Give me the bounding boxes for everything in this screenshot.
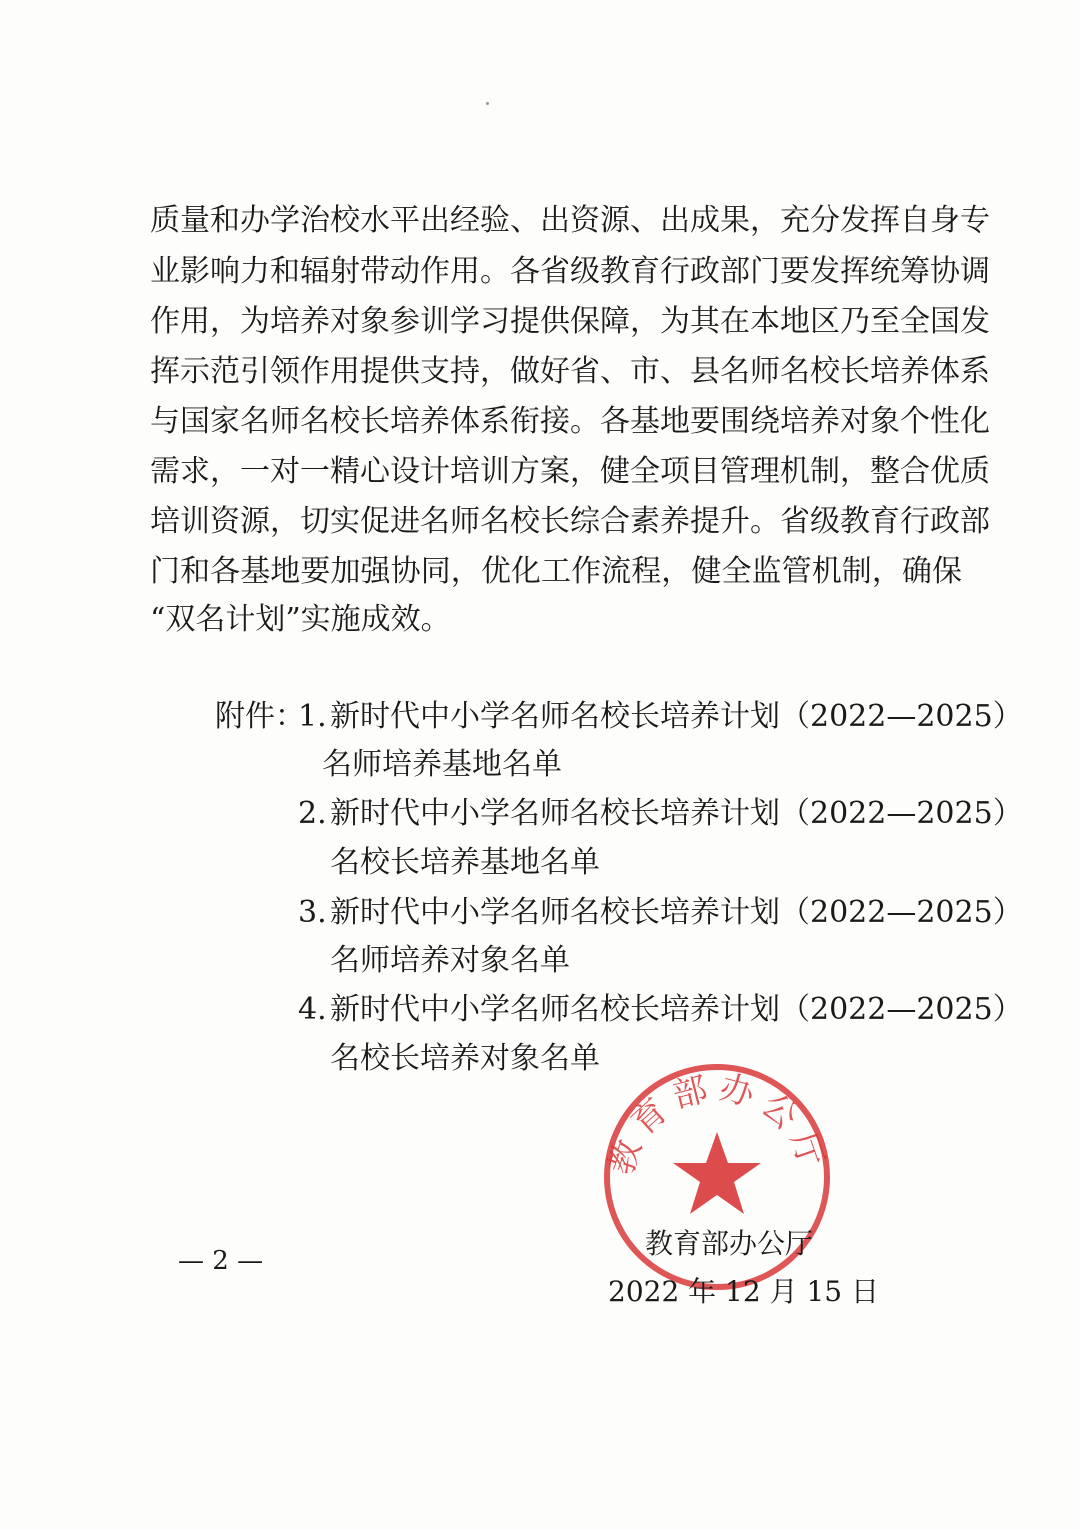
attachment-3-subtitle: 名师培养对象名单	[330, 943, 570, 978]
scan-speck	[486, 102, 489, 105]
attachment-1-number: 1.	[298, 699, 327, 734]
attachment-2-number: 2.	[298, 796, 327, 831]
attachment-3-title: 新时代中小学名师名校长培养计划（2022—2025）	[330, 895, 1023, 930]
attachment-4-title: 新时代中小学名师名校长培养计划（2022—2025）	[330, 992, 1023, 1027]
body-line-9: “双名计划”实施成效。	[150, 602, 451, 637]
attachment-1-subtitle: 名师培养基地名单	[322, 747, 562, 782]
body-line-5: 与国家名师名校长培养体系衔接。各基地要围绕培养对象个性化	[150, 404, 990, 439]
signing-organization: 教育部办公厅	[645, 1227, 814, 1260]
attachment-2-subtitle: 名校长培养基地名单	[330, 845, 600, 880]
svg-text:教育部办公厅: 教育部办公厅	[601, 1067, 834, 1180]
attachment-4-number: 4.	[298, 992, 327, 1027]
attachment-4-subtitle: 名校长培养对象名单	[330, 1041, 600, 1076]
body-line-8: 门和各基地要加强协同，优化工作流程，健全监管机制，确保	[150, 554, 962, 589]
body-line-6: 需求，一对一精心设计培训方案，健全项目管理机制，整合优质	[150, 454, 990, 489]
body-line-7: 培训资源，切实促进名师名校长综合素养提升。省级教育行政部	[150, 504, 990, 539]
body-line-1: 质量和办学治校水平出经验、出资源、出成果，充分发挥自身专	[150, 203, 990, 238]
signing-date: 2022 年 12 月 15 日	[608, 1275, 880, 1308]
attachment-2-title: 新时代中小学名师名校长培养计划（2022—2025）	[330, 796, 1023, 831]
attachments-label: 附件：	[215, 699, 305, 734]
body-line-3: 作用，为培养对象参训学习提供保障，为其在本地区乃至全国发	[150, 304, 990, 339]
body-line-2: 业影响力和辐射带动作用。各省级教育行政部门要发挥统筹协调	[150, 254, 990, 289]
body-line-4: 挥示范引领作用提供支持，做好省、市、县名师名校长培养体系	[150, 354, 990, 389]
seal-star-icon	[673, 1132, 761, 1214]
attachment-3-number: 3.	[298, 895, 327, 930]
page-number: — 2 —	[178, 1246, 264, 1276]
attachment-1-title: 新时代中小学名师名校长培养计划（2022—2025）	[330, 699, 1023, 734]
